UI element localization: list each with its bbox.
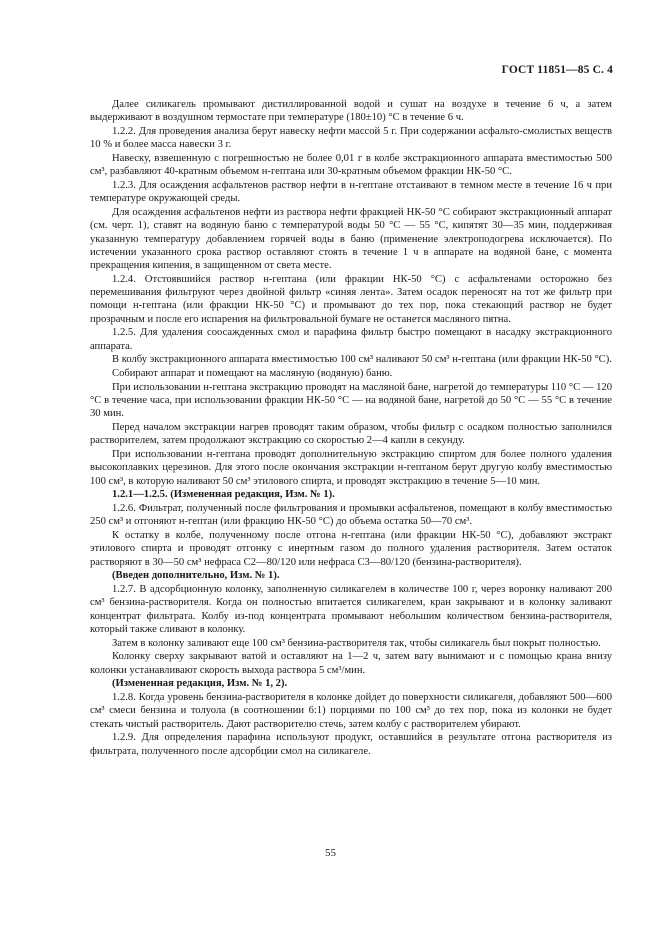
amendment-note: (Введен дополнительно, Изм. № 1). <box>112 570 280 582</box>
document-body <box>90 98 612 758</box>
paragraph: При использовании н-гептана проводят дополнительную экстракцию спиртом для более полного удаления высокоплавких церезинов. Для этого после окончания экстракции н-гептаном берут другую колбу вместимостью 100 см³, в которую наливают 50 см³ этилового спирта, и проводят экстракцию в течение 5—10 мин. <box>90 449 612 487</box>
paragraph: 1.2.7. В адсорбционную колонку, заполненную силикагелем в количестве 100 г, через воронку наливают 200 см³ бензина-растворителя. Когда он полностью впитается силикагелем, кран закрывают и в колонку заливают концентрат фильтрата. Колбу из-под концентрата промывают небольшим количеством бензина-растворителя, который также сливают в колонку. <box>90 584 612 635</box>
paragraph: 1.2.4. Отстоявшийся раствор н-гептана (или фракции НК-50 °С) с асфальтенами осторожно без перемешивания фильтруют через двойной фильтр «синяя лента». Затем осадок переносят на тот же фильтр при помощи н-гептана (или фракции НК-50 °С) и промывают до тех пор, пока стекающий раствор не будет прозрачным и после его испарения на фильтровальной бумаге не останется масляного пятна. <box>90 273 612 325</box>
paragraph: Затем в колонку заливают еще 100 см³ бензина-растворителя так, чтобы силикагель был покрыт полностью. <box>112 637 601 649</box>
paragraph: 1.2.6. Фильтрат, полученный после фильтрования и промывки асфальтенов, помещают в колбу вместимостью 250 см³ и отгоняют н-гептан (или фракцию НК-50 °С) до объема остатка 50—70 см³. <box>90 503 612 528</box>
paragraph: В колбу экстракционного аппарата вместимостью 100 см³ наливают 50 см³ н-гептана (или фракции НК-50 °С). <box>112 354 612 366</box>
paragraph: 1.2.8. Когда уровень бензина-растворителя в колонке дойдет до поверхности силикагеля, добавляют 500—600 см³ смеси бензина и толуола (в соотношении 6:1) порциями по 100 см³ до тех пор, пока из колонки не будет стекать чистый растворитель. Дают растворителю стечь, затем колбу с растворителем убирают. <box>90 692 612 730</box>
paragraph: 1.2.9. Для определения парафина используют продукт, оставшийся в результате отгона растворителя из фильтрата, полученного после адсорбции смол на силикагеле. <box>90 732 612 757</box>
page-header: ГОСТ 11851—85 С. 4 <box>501 64 613 76</box>
paragraph: 1.2.2. Для проведения анализа берут навеску нефти массой 5 г. При содержании асфальто-смолистых веществ 10 % и более масса навески 3 г. <box>90 126 612 151</box>
paragraph: Для осаждения асфальтенов нефти из раствора нефти фракцией НК-50 °С собирают экстракционный аппарат (см. черт. 1), ставят на водяную баню с температурой воды 50 °С — 55 °С, кипятят 30—35 мин, поддерживая указанную температуру добавлением горячей воды в баню (применение электроподогрева исключается). По истечении указанного срока раствор оставляют стоять в течение 1 ч в аппарате на водяной бане, с момента прекращения кипения, в защищенном от света месте. <box>90 207 612 271</box>
paragraph: 1.2.3. Для осаждения асфальтенов раствор нефти в н-гептане отстаивают в темном месте в течение 16 ч при температуре окружающей среды. <box>90 180 612 205</box>
amendment-note: (Измененная редакция, Изм. № 1, 2). <box>112 678 288 690</box>
paragraph: Колонку сверху закрывают ватой и оставляют на 1—2 ч, затем вату вынимают и с помощью крана внизу колонки устанавливают скорость выхода раствора 5 см³/мин. <box>90 651 612 676</box>
paragraph: Перед началом экстракции нагрев проводят таким образом, чтобы фильтр с осадком полностью заполнился растворителем, затем продолжают экстракцию со скоростью 2—4 капли в секунду. <box>90 422 612 447</box>
paragraph: При использовании н-гептана экстракцию проводят на масляной бане, нагретой до температуры 110 °С — 120 °С в течение часа, при использовании фракции НК-50 °С — на водяной бане, нагретой до 50 °С — 55 °С в течение 30 мин. <box>90 381 612 420</box>
paragraph: 1.2.5. Для удаления соосажденных смол и парафина фильтр быстро помещают в насадку экстракционного аппарата. <box>90 327 612 352</box>
paragraph: Навеску, взвешенную с погрешностью не более 0,01 г в колбе экстракционного аппарата вместимостью 500 см³, разбавляют 40-кратным объемом н-гептана или 30-кратным объемом фракции НК-50 °С. <box>90 153 612 178</box>
paragraph: К остатку в колбе, полученному после отгона н-гептана (или фракции НК-50 °С), добавляют экстракт этилового спирта и проводят отгонку с инертным газом до полного удаления растворителя. Затем остаток растворяют в 30—50 см³ нефраса С2—80/120 или нефраса С3—80/120 (бензина-растворителя). <box>90 530 612 568</box>
page-number: 55 <box>325 847 336 859</box>
paragraph: Далее силикагель промывают дистиллированной водой и сушат на воздухе в течение 6 ч, а затем выдерживают в воздушном термостате при температуре (180±10) °С в течение 6 ч. <box>90 99 612 124</box>
amendment-note: 1.2.1—1.2.5. (Измененная редакция, Изм. № 1). <box>112 489 335 501</box>
paragraph: Собирают аппарат и помещают на масляную (водяную) баню. <box>112 368 393 379</box>
